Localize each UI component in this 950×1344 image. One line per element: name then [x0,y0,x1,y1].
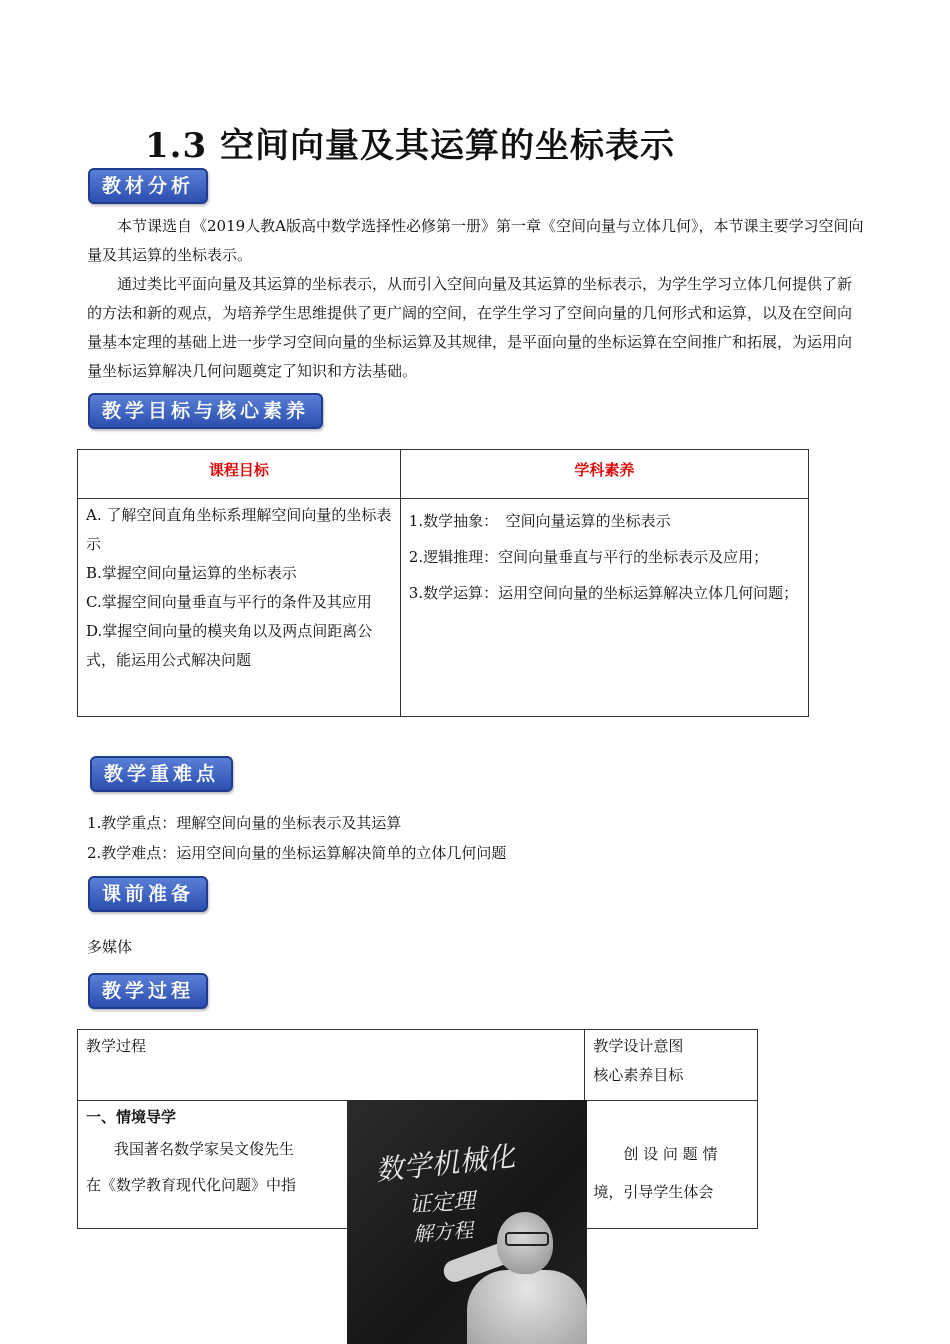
literacy-cell [400,499,808,717]
process-section-title: 一、情境导学 [86,1108,177,1126]
prep-text: 多媒体 [87,938,133,956]
chalk-line-1: 数学机械化 [373,1139,517,1188]
goals-header-course: 课程目标 [78,450,401,499]
literacy-3: 3.数学运算：运用空间向量的坐标运算解决立体几何问题； [408,584,799,602]
course-goal-c: C.掌握空间向量垂直与平行的条件及其应用 [86,593,372,611]
process-text-line-1: 我国著名数学家吴文俊先生 [114,1140,295,1158]
process-header-right [585,1030,758,1101]
literacy-1: 1.数学抽象： 空间向量运算的坐标表示 [408,512,671,530]
chalk-line-2: 证定理 [408,1188,476,1219]
keypoint-1: 1.教学重点：理解空间向量的坐标表示及其运算 [87,814,402,832]
process-text-line-2: 在《数学教育现代化问题》中指 [86,1176,297,1194]
section-badge-prep: 课前准备 [88,876,208,912]
section-badge-analysis: 教材分析 [88,168,208,204]
process-header-right-2: 核心素养目标 [593,1066,684,1084]
page-title: 1.3 空间向量及其运算的坐标表示 [145,126,675,166]
analysis-paragraph-1: 本节课选自《2019人教A版高中数学选择性必修第一册》第一章《空间向量与立体几何》，本节课主要学习空间向量及其运算的坐标表示。 [87,217,864,264]
course-goals-cell [78,499,401,717]
course-goal-a: A. 了解空间直角坐标系理解空间向量的坐标表示 [86,506,392,553]
section-badge-process: 教学过程 [88,973,208,1009]
goals-table [77,449,809,717]
process-header-right-1: 教学设计意图 [593,1037,684,1055]
process-header-left: 教学过程 [78,1030,585,1101]
process-right-line-2: 境，引导学生体会 [593,1183,714,1201]
person-body [467,1270,587,1344]
keypoint-2: 2.教学难点：运用空间向量的坐标运算解决简单的立体几何问题 [87,844,507,862]
glasses-icon [505,1232,549,1246]
process-intent-cell [585,1101,758,1229]
goals-header-literacy: 学科素养 [400,450,808,499]
process-right-line-1: 创 设 问 题 情 [623,1145,718,1163]
analysis-paragraph-2: 通过类比平面向量及其运算的坐标表示，从而引入空间向量及其运算的坐标表示，为学生学习立体几何提供了新的方法和新的观点，为培养学生思维提供了更广阔的空间，在学生学习了空间向量的几何形式和运算，以及在空间向量基本定理的基础上进一步学习空间向量的坐标运算及其规律，是平面向量的坐标运算在空间推广和拓展，为运用向量坐标运算解决几何问题奠定了知识和方法基础。 [87,275,853,380]
section-badge-goals: 教学目标与核心素养 [88,393,323,429]
mathematician-photo [347,1100,587,1344]
course-goal-b: B.掌握空间向量运算的坐标表示 [86,564,297,582]
course-goal-d: D.掌握空间向量的模夹角以及两点间距离公式，能运用公式解决问题 [86,622,373,669]
section-badge-keypoints: 教学重难点 [90,756,233,792]
literacy-2: 2.逻辑推理：空间向量垂直与平行的坐标表示及应用； [408,548,769,566]
chalk-line-3: 解方程 [412,1217,474,1247]
